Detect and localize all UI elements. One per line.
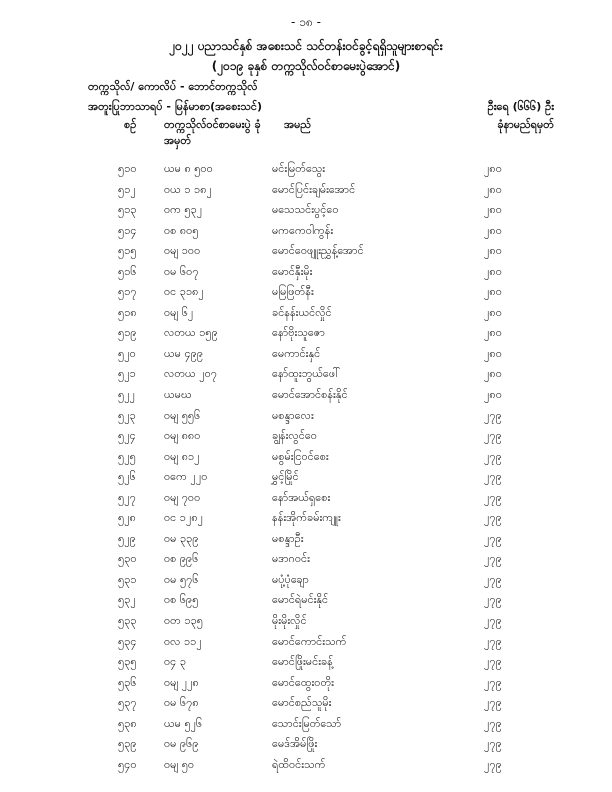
page-number: - ၁၈ - [291,15,321,29]
table-row [0,593,612,614]
row-number: ၅၃၉ [118,737,137,751]
row-roll-number: ဝမ ၅၇၆ [164,572,199,586]
row-number: ၅၁၂ [118,182,136,196]
row-number: ၅၂၆ [118,470,136,484]
table-row [0,265,612,286]
row-roll-number: ဝမ ၆၇၈ [164,696,199,710]
table-row [0,491,612,512]
row-score: ၂၈၀ [484,203,502,217]
row-score: ၂၈၀ [484,264,502,278]
row-name: ခင်နန်းယင်လှိုင် [272,305,332,319]
row-number: ၅၁၆ [118,264,137,278]
row-name: မောင်ဖြိုးမင်းခန့် [272,655,333,669]
row-roll-number: ယမ ၈ ၅၀၀ [164,162,213,175]
row-number: ၅၃၅ [118,655,137,669]
document-subtitle: (၂၀၁၉ ခုနှစ် တက္ကသိုလ်ဝင်စာမေးပွဲအောင်) [211,59,401,73]
row-name: နော်အယ်ရှစေး [272,490,331,504]
row-score: ၂၇၉ [484,593,502,607]
row-score: ၂၇၉ [484,737,502,751]
row-score: ၂၈၀ [484,326,502,340]
row-number: ၅၁၇ [118,285,137,299]
table-row [0,655,612,676]
row-score: ၂၇၉ [484,552,502,566]
row-score: ၂၇၉ [484,757,502,771]
row-score: ၂၈၀ [484,388,502,402]
row-score: ၂၇၉ [484,490,502,504]
row-name: မပုံ့ပုံချော [272,572,309,586]
row-name: မောင်ဝေဖျူးညွှန့်အောင် [272,244,364,258]
row-number: ၅၃၃ [118,614,137,628]
row-score: ၂၇၉ [484,449,502,463]
university-line: တက္ကသိုလ်/ ကောလိပ် - ဘောင်တက္ကသိုလ် [88,80,258,93]
row-name: နော်ထူးဘွယ်ဖေါ် [272,367,341,381]
row-number: ၅၂၂ [118,388,135,402]
row-name: မောင်စည်သူမိုး [272,696,332,710]
row-name: သောင်းမြတ်သော် [272,716,342,730]
row-number: ၅၃၆ [118,675,137,689]
table-row [0,183,612,204]
row-name: မကကေဝါကွန်း [272,223,334,237]
row-name: မိုးမိုးလှိုင် [272,614,307,628]
row-name: မစန္ဒာလေး [272,408,314,422]
row-score: ၂၇၉ [484,511,502,525]
table-row [0,450,612,471]
row-number: ၅၃၇ [118,696,137,710]
row-score: ၂၈၀ [484,182,502,196]
row-score: ၂၈၀ [484,346,502,360]
row-roll-number: ဝမျ ၈၁၂ [164,449,200,463]
row-score: ၂၇၉ [484,655,502,669]
row-score: ၂၇၉ [484,572,502,586]
results-table [0,162,612,778]
row-number: ၅၁၃ [118,203,137,217]
row-number: ၅၂၄ [118,429,136,443]
table-row [0,573,612,594]
row-name: မောင်ထွေးဝတိုး [272,675,334,689]
table-row [0,388,612,409]
row-roll-number: ဝမျ ၂၂၈ [164,675,199,689]
table-row [0,347,612,368]
row-name: မောင်နှီးမိုး [272,264,313,278]
row-number: ၅၂၉ [118,531,136,545]
table-row [0,203,612,224]
row-score: ၂၈၀ [484,285,502,299]
row-roll-number: ဝယ ၁ ၁၈၂ [164,182,212,196]
subject-line: အတူးပြုဘာသာရပ် - မြန်မာစာ(အစေးသင်) [88,100,262,113]
row-roll-number: ဝကေ ၂၂၀ [164,470,208,484]
row-name: နန်းအိုက်ခမ်းကျူး [272,511,341,525]
table-row [0,162,612,183]
table-row [0,429,612,450]
row-name: မင်းမြတ်သွေး [272,162,325,175]
row-roll-number: ဝမျ ၇၀၀ [164,490,201,504]
row-score: ၂၇၉ [484,675,502,689]
row-roll-number: ဝင ၁၂၈၂ [164,511,204,525]
row-roll-number: ဝမျ ၈၈၀ [164,429,201,443]
row-number: ၅၂၁ [118,367,136,381]
row-roll-number: ယမ ၄၉၉ [164,346,204,360]
row-number: ၅၂၈ [118,511,136,525]
row-name: မမြဖြတ်နီး [272,285,314,299]
table-row [0,224,612,245]
row-score: ၂၇၉ [484,716,502,730]
row-name: ရဲထိဝင်းသက် [272,757,326,771]
row-score: ၂၇၉ [484,614,502,628]
table-row [0,737,612,758]
table-row [0,367,612,388]
row-name: မောင်ကောင်းသက် [272,634,347,648]
row-roll-number: လတယ ၂၀၇ [164,367,217,381]
row-score: ၂၇၉ [484,470,502,484]
row-roll-number: ယမဃ [164,388,192,402]
row-roll-number: လတယ ၁၅၉ [164,326,218,340]
table-row [0,285,612,306]
table-row [0,552,612,573]
row-number: ၅၃၂ [118,593,136,607]
row-number: ၅၄၀ [118,757,137,771]
count-note: ဦးရေ (၆၆၆) ဦး [487,100,554,113]
row-roll-number: ဝစ ၉၉၆ [164,552,199,566]
row-number: ၅၃၀ [118,552,137,566]
row-roll-number: ဝမျ ၆၂ [164,305,194,319]
table-row [0,696,612,717]
row-roll-number: ဝမ ၆၀၇ [164,264,199,278]
row-roll-number: ဝမ ၉၆၉ [164,737,199,751]
table-row [0,511,612,532]
row-name: မောင်ပြင်းချမ်းအောင် [272,182,356,196]
row-roll-number: ဝလ ၁၁၂ [164,634,202,648]
row-number: ၅၁၄ [118,223,137,237]
row-name: မသေသင်းပွင့်ဝေ [272,203,339,217]
row-score: ၂၈၀ [484,305,502,319]
row-roll-number: ဝမ ၃၃၉ [164,531,199,545]
row-number: ၅၃၈ [118,716,137,730]
row-roll-number: ဝစ ၈၀၅ [164,223,199,237]
table-row [0,758,612,779]
row-score: ၂၇၉ [484,408,502,422]
row-number: ၅၁၅ [118,244,137,258]
row-roll-number: ဝက ၅၃၂ [164,203,203,217]
column-header-no: စဉ် [124,118,137,131]
row-name: မေဒ်အိမ်ဖြိုး [272,737,318,751]
column-header-roll: တက္ကသိုလ်ဝင်စာမေးပွဲ ခုံအမှတ် [164,118,261,147]
row-number: ၅၂၇ [118,490,136,504]
row-roll-number: ဝတ ၁၃၅ [164,614,203,628]
table-row [0,717,612,738]
row-name: မေကာင်းနှင် [272,346,321,360]
row-name: မောင်အောင်စန်းနိုင် [272,388,348,402]
table-row [0,326,612,347]
row-name: မစွမ်းငြဝင်စေး [272,449,329,463]
row-score: ၂၈၀ [484,244,502,258]
table-row [0,614,612,635]
table-row [0,470,612,491]
row-name: မွှင့်မြိုင် [272,470,299,484]
row-number: ၅၂၃ [118,408,136,422]
table-row [0,244,612,265]
row-number: ၅၁၉ [118,326,137,340]
table-row [0,532,612,553]
row-number: ၅၂၅ [118,449,136,463]
row-number: ၅၁၈ [118,305,137,319]
row-score: ၂၇၉ [484,696,502,710]
row-name: ချွန်းလွင်ဝေ [272,429,317,443]
row-score: ၂၇၉ [484,429,502,443]
row-score: ၂၈၀ [484,162,502,175]
row-number: ၅၃၄ [118,634,137,648]
row-score: ၂၇၉ [484,634,502,648]
column-header-score: ခုံနာမည်ရမှတ် [497,118,554,131]
row-name: မောင်ရဲမင်းနိုင် [272,593,329,607]
table-row [0,306,612,327]
table-row [0,635,612,656]
document-title: ၂၀၂၂ ပညာသင်နှစ် အစေးသင် သင်တန်းဝင်ခွင့်ရရှိသူများစာရင်း [169,39,443,53]
row-number: ၅၃၁ [118,572,137,586]
row-score: ၂၈၀ [484,367,502,381]
row-roll-number: ဝ၄ ၃ [164,655,187,669]
row-roll-number: ဝစ ၆၉၅ [164,593,199,607]
table-row [0,676,612,697]
column-header-name: အမည် [284,118,312,131]
row-score: ၂၇၉ [484,531,502,545]
table-row [0,409,612,430]
row-roll-number: ဝမျ ၅၀ [164,757,195,771]
row-roll-number: ဝင ၃၁၈၂ [164,285,204,299]
row-number: ၅၂၀ [118,346,136,360]
row-name: မဒာဂဝင်း [272,552,310,566]
row-name: မစန္ဒာဦး [272,531,304,545]
row-number: ၅၁၀ [118,162,137,175]
row-name: နော်ဗိုးသူဇော [272,326,325,340]
row-roll-number: ယမ ၅၂၆ [164,716,203,730]
row-roll-number: ဝမျ ၁၀၀ [164,244,201,258]
row-score: ၂၈၀ [484,223,502,237]
row-roll-number: ဝမျ ၅၅၆ [164,408,201,422]
